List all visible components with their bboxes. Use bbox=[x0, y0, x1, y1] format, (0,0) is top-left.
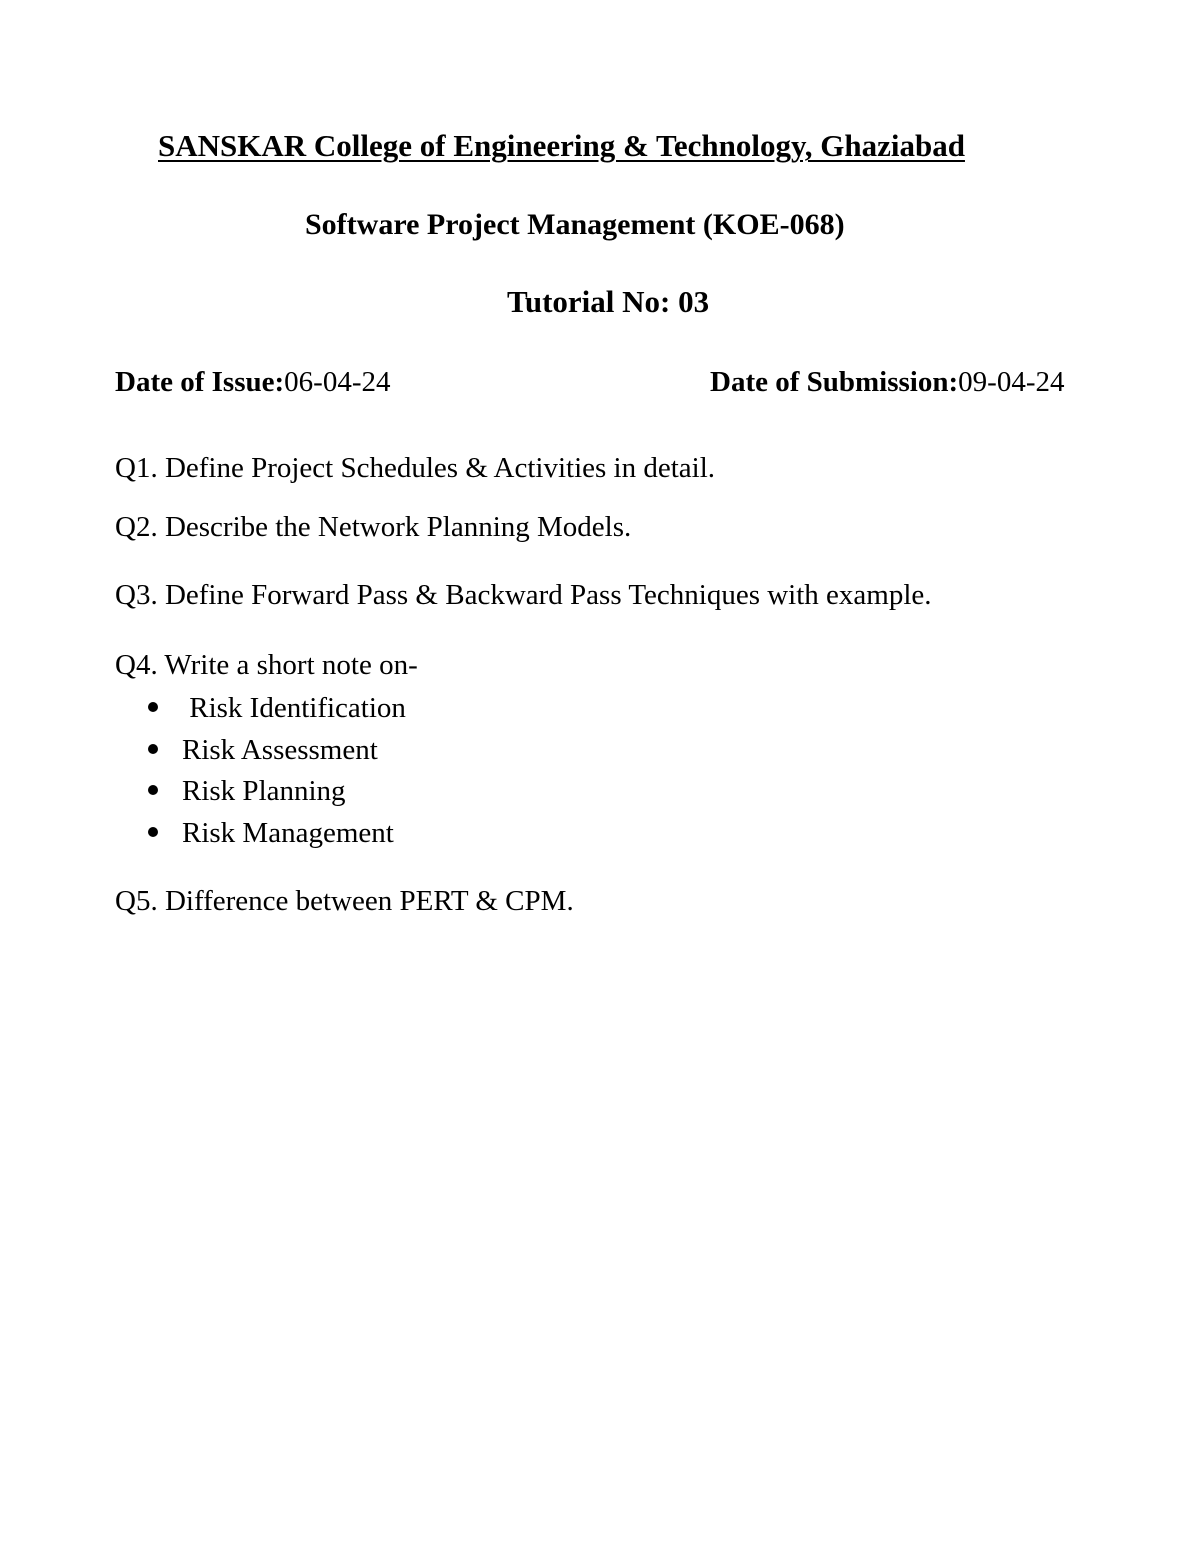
bullet-item bbox=[148, 694, 406, 723]
question-1: Q1. Define Project Schedules & Activities in detail. bbox=[115, 452, 716, 484]
question-2: Q2. Describe the Network Planning Models. bbox=[115, 511, 632, 543]
issue-label: Date of Issue: bbox=[115, 366, 285, 398]
question-4: Q4. Write a short note on- bbox=[115, 649, 418, 681]
subject-heading: Software Project Management (KOE-068) bbox=[305, 208, 845, 241]
bullet-item bbox=[148, 819, 394, 848]
bullet-item bbox=[148, 736, 378, 765]
bullet-icon bbox=[148, 827, 158, 837]
bullet-icon bbox=[148, 702, 158, 712]
bullet-icon bbox=[148, 744, 158, 754]
bullet-item bbox=[148, 777, 346, 806]
bullet-text: Risk Identification bbox=[182, 692, 406, 724]
bullet-text: Risk Assessment bbox=[182, 734, 378, 766]
question-5: Q5. Difference between PERT & CPM. bbox=[115, 885, 574, 917]
college-heading: SANSKAR College of Engineering & Technology, Ghaziabad bbox=[158, 128, 965, 163]
date-of-submission bbox=[710, 368, 1064, 397]
bullet-icon bbox=[148, 785, 158, 795]
date-of-issue bbox=[115, 368, 390, 397]
bullet-text: Risk Planning bbox=[182, 775, 346, 807]
issue-value: 06-04-24 bbox=[284, 366, 391, 398]
bullet-text: Risk Management bbox=[182, 817, 394, 849]
question-3: Q3. Define Forward Pass & Backward Pass Techniques with example. bbox=[115, 579, 932, 611]
tutorial-number: Tutorial No: 03 bbox=[507, 284, 710, 319]
submission-value: 09-04-24 bbox=[958, 366, 1065, 398]
submission-label: Date of Submission: bbox=[710, 366, 959, 398]
